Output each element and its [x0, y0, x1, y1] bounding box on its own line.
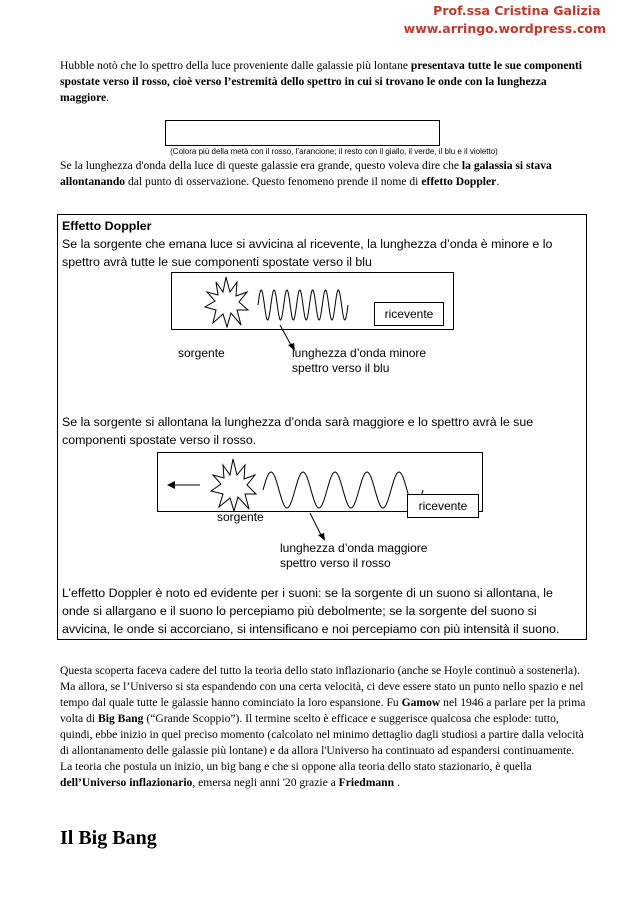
discovery-paragraph: Questa scoperta faceva cadere del tutto la teoria dello stato inflazionario (anche se Hoyle continuò a sostenerla). Ma allora, se l’Universo si sta espandendo con una certa velocità, ci deve essere stato un punto nello spazio e nel tempo dal quale tutte le galassie hanno cominciato la loro espansione. Fu Gamow nel 1946 a parlare per la prima volta di Big Bang (“Grande Scoppio”). Il termine scelto è efficace e suggerisce qualcosa che esplode: tutto, quindi, ebbe inizio in quel preciso momento (calcolato nel minimo dettaglio dagli studiosi a partire dalla velocità di allontanamento delle galassie più lontane) e da allora l'Universo ha continuato ad espandersi continuamente. La teoria che postula un inizio, un big bang e che si oppone alla teoria dello stato stazionario, è quella dell’Universo inflazionario, emersa negli anni '20 grazie a Friedmann .: [60, 664, 586, 789]
short-wave-label: lunghezza d’onda minore: [292, 346, 427, 360]
long-wave-label: lunghezza d’onda maggiore: [280, 541, 428, 555]
long-wave: [263, 470, 425, 510]
source-star-icon: [203, 275, 249, 329]
blue-shift-label: spettro verso il blu: [292, 361, 390, 375]
author-name: Prof.ssa Cristina Galizia: [433, 3, 601, 18]
source-star-icon: [209, 457, 257, 513]
sound-doppler-text: L’effetto Doppler è noto ed evidente per i suoni: se la sorgente di un suono si allontana, le onde si allargano e il suono lo percepiamo più debolmente; se la sorgente del suono si avvicina, le onde si accorciano, si intensificano e noi percepiamo con più intensità il suono.: [62, 586, 560, 636]
doppler-title: Effetto Doppler: [62, 219, 152, 233]
receiver-box: ricevente: [374, 302, 444, 326]
source-label: sorgente: [178, 346, 225, 360]
website-link[interactable]: www.arringo.wordpress.com: [403, 21, 606, 36]
distance-paragraph: Se la lunghezza d'onda della luce di queste galassie era grande, questo voleva dire che la galassia si stava allontanando dal punto di osservazione. Questo fenomeno prende il nome di effetto Doppler.: [60, 159, 552, 188]
wave-pointer-arrow: [308, 511, 328, 543]
section-title: Il Big Bang: [60, 827, 157, 849]
recede-text: Se la sorgente si allontana la lunghezza d’onda sarà maggiore e lo spettro avrà le sue componenti spostate verso il rosso.: [62, 415, 534, 447]
spectrum-coloring-box[interactable]: [165, 120, 440, 146]
source-label: sorgente: [217, 510, 264, 524]
red-shift-label: spettro verso il rosso: [280, 556, 391, 570]
left-arrow-icon: [166, 479, 204, 491]
receiver-box: ricevente: [407, 494, 479, 518]
intro-paragraph: Hubble notò che lo spettro della luce proveniente dalle galassie più lontane presentava tutte le sue componenti spostate verso il rosso, cioè verso l’estremità dello spettro in cui si trovano le onde con la lunghezza maggiore.: [60, 59, 583, 104]
short-wave: [258, 288, 350, 322]
approach-text: Se la sorgente che emana luce si avvicina al ricevente, la lunghezza d’onda è minore e lo spettro avrà tutte le sue componenti spostate verso il blu: [62, 237, 553, 269]
spectrum-caption: (Colora più della metà con il rosso, l’arancione; il resto con il giallo, il verde, il blu e il violetto): [170, 147, 498, 156]
doppler-box: [57, 214, 587, 640]
page-header: [403, 2, 618, 38]
